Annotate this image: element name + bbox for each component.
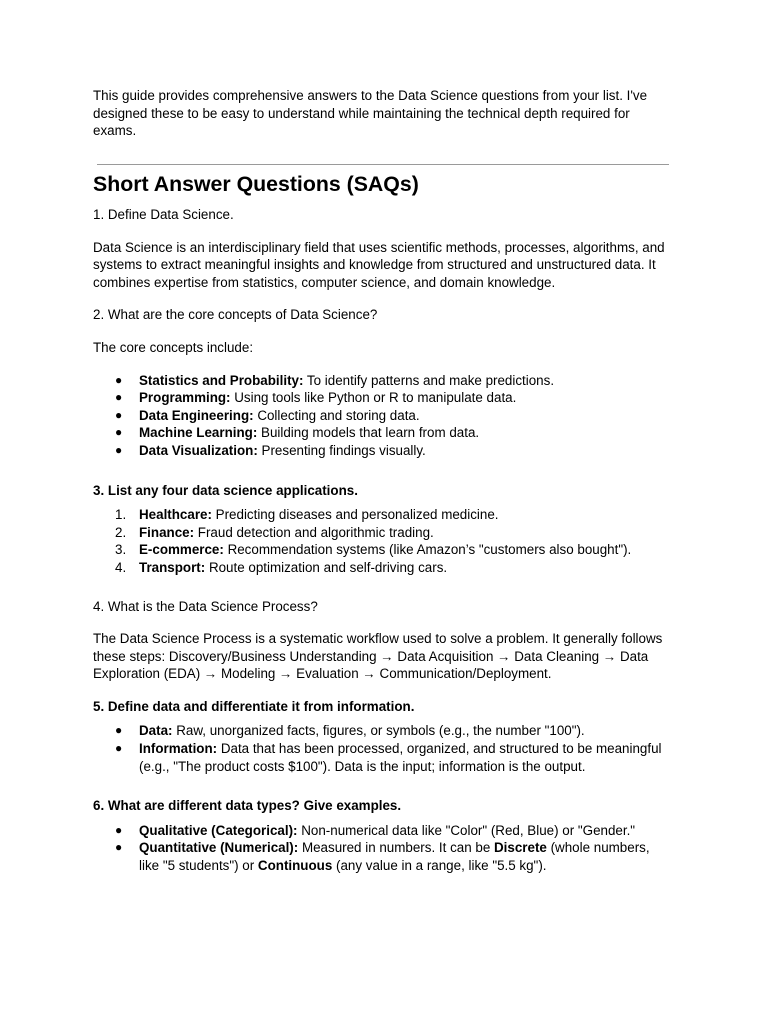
bullet-icon: ● <box>115 822 123 837</box>
list-item-term: Statistics and Probability: <box>139 372 304 388</box>
list-item-text: Data that has been processed, organized, and structured to be meaningful (e.g., "The product costs $100"). Data is the input; information is the output. <box>139 741 662 774</box>
question-5: 5. Define data and differentiate it from information. <box>93 698 415 714</box>
list-item <box>93 524 673 542</box>
list-item <box>93 372 673 390</box>
list-number: 4. <box>115 559 127 575</box>
list-item <box>93 442 673 460</box>
list-item-term: Information: <box>139 741 218 757</box>
list-item <box>93 541 673 559</box>
answer-4: The Data Science Process is a systematic workflow used to solve a problem. It generally follows these steps: Discovery/Business Understanding → Data Acquisition → Data Cleaning → Data Exploration (EDA) → Modeling → Evaluation → Communication/Deployment. <box>93 631 663 682</box>
list-item-term: Transport: <box>139 559 206 575</box>
answer-2-lead: The core concepts include: <box>93 339 254 355</box>
list-item-term: Qualitative (Categorical): <box>139 822 298 838</box>
bullet-icon: ● <box>115 723 123 738</box>
list-item-term: Data Engineering: <box>139 407 254 423</box>
list-item <box>93 407 673 425</box>
answer-1: Data Science is an interdisciplinary field that uses scientific methods, processes, algorithms, and systems to extract meaningful insights and knowledge from structured and unstructured data. It combines expertise from statistics, computer science, and domain knowledge. <box>93 239 665 290</box>
list-item <box>93 506 673 524</box>
core-concepts-list <box>93 372 673 460</box>
list-number: 2. <box>115 524 127 540</box>
question-6: 6. What are different data types? Give examples. <box>93 798 402 814</box>
list-item-text: Non-numerical data like "Color" (Red, Blue) or "Gender." <box>297 822 636 838</box>
bullet-icon: ● <box>115 741 123 756</box>
list-item <box>93 740 673 775</box>
question-2: 2. What are the core concepts of Data Science? <box>93 307 378 323</box>
list-item-term: Machine Learning: <box>139 425 258 441</box>
list-number: 1. <box>115 507 127 523</box>
list-item-term: E-commerce: <box>139 542 224 558</box>
list-item-term: Quantitative (Numerical): <box>139 840 299 856</box>
data-types-list <box>93 822 673 875</box>
list-item-term: Data Visualization: <box>139 442 258 458</box>
list-item-text: Fraud detection and algorithmic trading. <box>194 524 434 540</box>
list-item-text: Recommendation systems (like Amazon’s "customers also bought"). <box>223 542 632 558</box>
list-item-text: Predicting diseases and personalized medicine. <box>211 507 499 523</box>
list-item-emphasis: Discrete <box>494 840 547 856</box>
list-item-text: To identify patterns and make predictions. <box>303 372 555 388</box>
list-item-text: (any value in a range, like "5.5 kg"). <box>332 858 547 874</box>
list-item-text: Using tools like Python or R to manipulate data. <box>230 390 517 406</box>
list-item <box>93 822 673 840</box>
applications-list <box>93 506 673 576</box>
list-item-text: Raw, unorganized facts, figures, or symbols (e.g., the number "100"). <box>172 723 585 739</box>
list-item <box>93 424 673 442</box>
list-item <box>93 389 673 407</box>
list-item-text: Collecting and storing data. <box>253 407 420 423</box>
bullet-icon: ● <box>115 442 123 457</box>
intro-paragraph: This guide provides comprehensive answers to the Data Science questions from your list. I've designed these to be easy to understand while maintaining the technical depth required for exams. <box>93 88 648 139</box>
question-1: 1. Define Data Science. <box>93 207 234 222</box>
list-item-text: Measured in numbers. It can be <box>298 840 494 856</box>
list-item-term: Programming: <box>139 390 231 406</box>
bullet-icon: ● <box>115 425 123 440</box>
list-item <box>93 722 673 740</box>
list-item-text: (whole numbers, like "5 students") or <box>139 840 650 874</box>
bullet-icon: ● <box>115 840 123 855</box>
list-item-emphasis: Continuous <box>257 858 333 874</box>
content-flow <box>93 206 673 875</box>
section-divider <box>97 164 669 165</box>
list-item-text: Building models that learn from data. <box>257 425 480 441</box>
bullet-icon: ● <box>115 372 123 387</box>
list-item-term: Finance: <box>139 524 195 540</box>
question-4: 4. What is the Data Science Process? <box>93 598 318 614</box>
list-number: 3. <box>115 542 127 558</box>
list-item <box>93 559 673 577</box>
list-item <box>93 839 673 874</box>
section-heading: Short Answer Questions (SAQs) <box>93 172 419 196</box>
data-vs-information-list <box>93 722 673 775</box>
bullet-icon: ● <box>115 407 123 422</box>
list-item-term: Healthcare: <box>139 507 212 523</box>
list-item-text: Route optimization and self-driving cars. <box>205 559 448 575</box>
list-item-text: Presenting findings visually. <box>257 442 426 458</box>
document-page <box>93 87 673 874</box>
question-3: 3. List any four data science applications. <box>93 482 358 498</box>
bullet-icon: ● <box>115 390 123 405</box>
list-item-term: Data: <box>139 723 173 739</box>
